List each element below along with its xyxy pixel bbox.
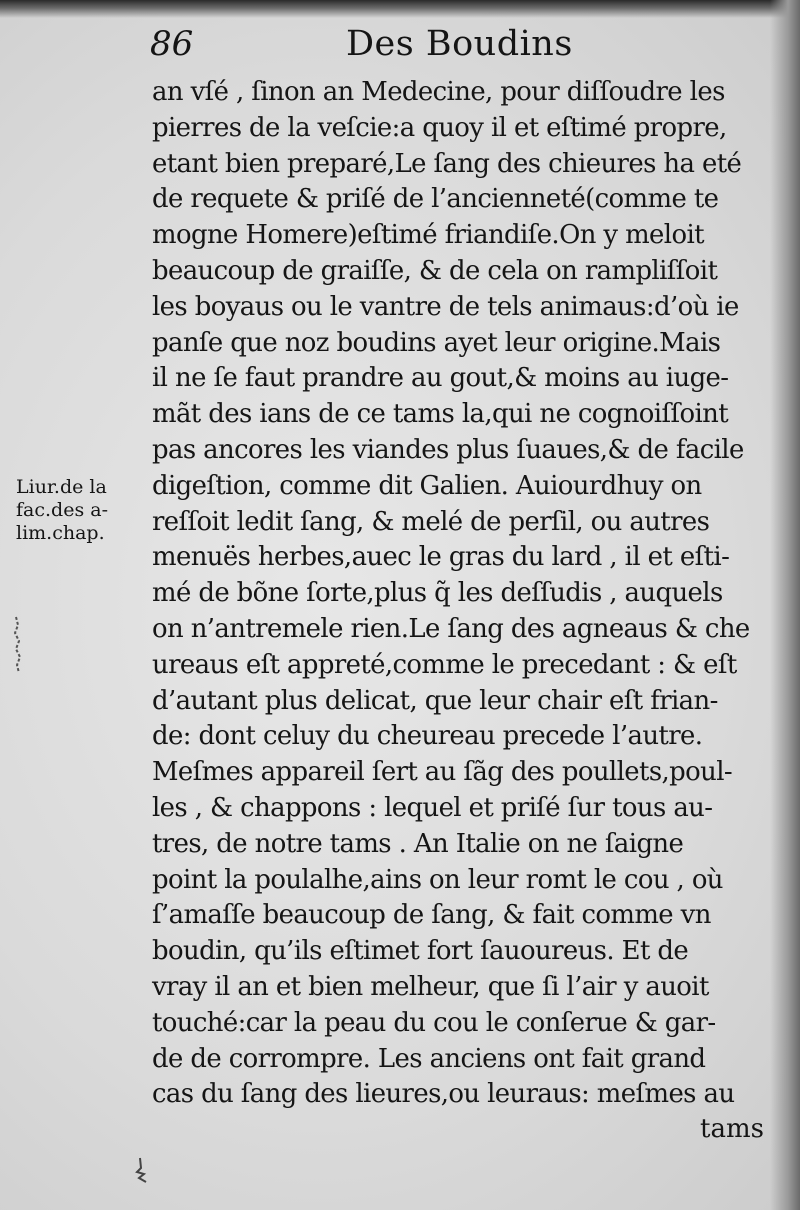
page-binding-shadow — [770, 0, 800, 1210]
text-line: pas ancores les viandes plus ſuaues,& de facile — [152, 434, 744, 465]
text-line: reſſoit ledit ſang, & melé de perſil, ou autres — [152, 506, 710, 537]
body-text — [152, 75, 772, 1113]
page-top-shadow — [0, 0, 800, 18]
margin-note-line: lim.chap. — [16, 522, 105, 544]
text-line: mogne Homere)eſtimé friandiſe.On y meloit — [152, 220, 704, 251]
text-line: panſe que noz boudins ayet leur origine.Mais — [152, 327, 721, 358]
text-line: pierres de la veſcie:a quoy il et eſtimé propre, — [152, 112, 727, 143]
text-line: Meſmes appareil ſert au ſãg des poullets,poul- — [152, 757, 733, 788]
running-title: Des Boudins — [346, 24, 573, 64]
ink-bleed-mark — [10, 615, 26, 675]
text-line: an vſé , ſinon an Medecine, pour diſſoudre les — [152, 77, 725, 107]
margin-note-line: fac.des a- — [16, 499, 108, 521]
text-line: point la poulalhe,ains on leur romt le cou , où — [152, 864, 723, 895]
text-line: les , & chappons : lequel et priſé ſur tous au- — [152, 792, 713, 823]
catchword: tams — [700, 1114, 764, 1144]
text-line: tres, de notre tams . An Italie on ne ſaigne — [152, 828, 684, 859]
text-line: les boyaus ou le vantre de tels animaus:d’où ie — [152, 291, 739, 322]
text-line: touché:car la peau du cou le conſerue & gar- — [152, 1007, 716, 1038]
text-line: il ne ſe faut prandre au gout,& moins au iuge- — [152, 363, 729, 394]
text-line: d’autant plus delicat, que leur chair eſt frian- — [152, 685, 718, 716]
page-header — [150, 20, 770, 70]
text-line: etant bien preparé,Le ſang des chieures ha eté — [152, 148, 742, 179]
text-line: vray il an et bien melheur, que ſi l’air y auoit — [152, 971, 709, 1002]
text-line: mé de bõne ſorte,plus q̃ les deſſudis , auquels — [152, 578, 723, 609]
text-line: de requete & priſé de l’ancienneté(comme te — [152, 184, 719, 215]
text-line: beaucoup de graiſſe, & de cela on rampliſſoit — [152, 255, 718, 286]
margin-note — [16, 476, 148, 545]
text-line: ſ’amaſſe beaucoup de ſang, & fait comme vn — [152, 900, 711, 931]
text-line: menuës herbes,auec le gras du lard , il et eſti- — [152, 542, 730, 573]
page-number: 86 — [150, 24, 194, 64]
text-line: ureaus eſt appreté,comme le precedant : & eſt — [152, 649, 737, 680]
text-line: boudin, qu’ils eſtimet fort ſauoureus. Et de — [152, 936, 689, 967]
text-line: mãt des ians de ce tams la,qui ne cognoiſſoint — [152, 399, 729, 430]
ink-smudge-mark — [132, 1156, 150, 1184]
text-line: cas du ſang des lieures,ou leuraus: meſmes au — [152, 1079, 735, 1110]
margin-note-line: Liur.de la — [16, 476, 107, 498]
text-line: de de corrompre. Les anciens ont fait grand — [152, 1043, 706, 1074]
text-line: on n’antremele rien.Le ſang des agneaus & che — [152, 613, 750, 644]
text-line: digeſtion, comme dit Galien. Auiourdhuy on — [152, 470, 702, 501]
text-line: de: dont celuy du cheureau precede l’autre. — [152, 721, 703, 752]
